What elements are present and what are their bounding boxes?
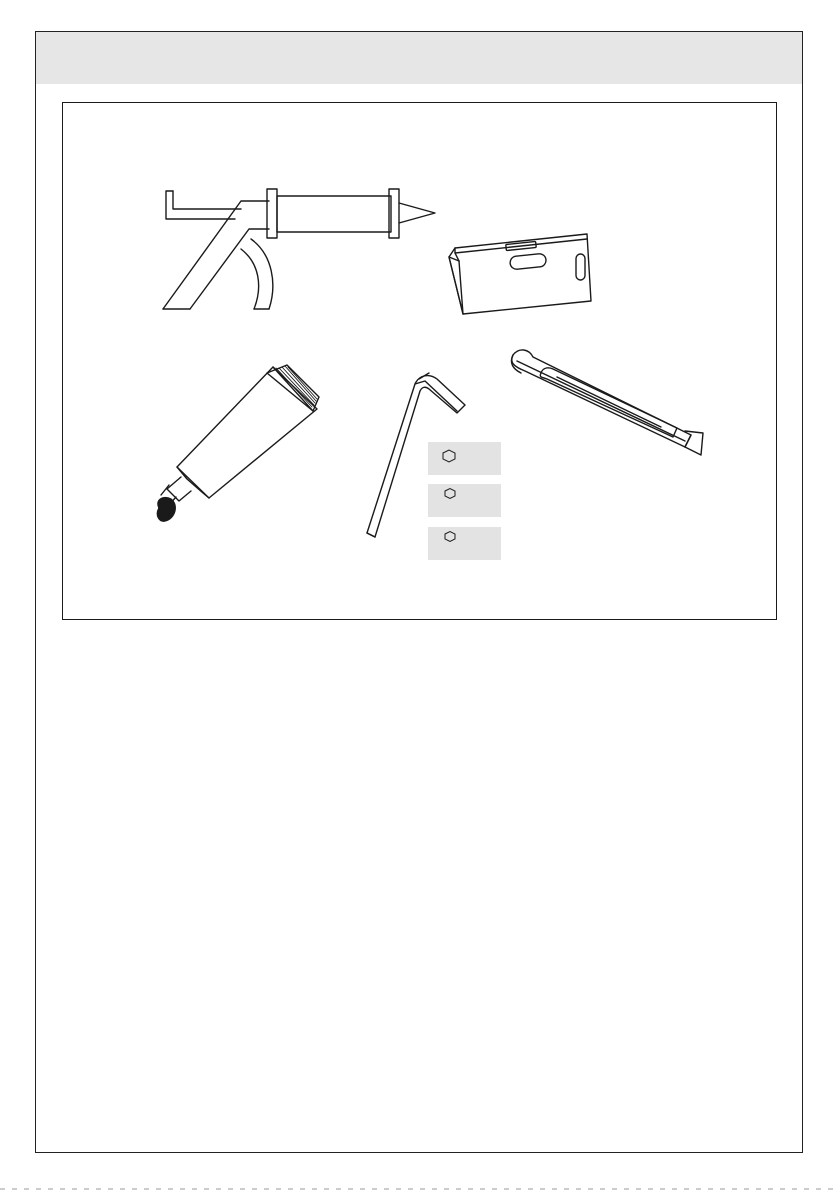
caulking-gun-icon <box>163 189 435 309</box>
glue-tube-icon <box>161 365 319 505</box>
hexagon-icon <box>445 489 455 499</box>
header-band <box>36 32 802 84</box>
utility-knife-icon <box>511 350 703 455</box>
spirit-level-icon <box>449 234 591 314</box>
glue-drop-icon <box>157 498 175 522</box>
tools-drawing <box>63 103 778 621</box>
hexagon-icon <box>445 532 455 542</box>
hex-size-tile <box>428 527 501 560</box>
hex-size-tile <box>428 484 501 517</box>
bottom-scan-marks <box>0 1186 840 1192</box>
tools-panel <box>62 102 777 620</box>
hexagon-icon <box>443 450 455 462</box>
hex-size-tile <box>428 442 501 475</box>
